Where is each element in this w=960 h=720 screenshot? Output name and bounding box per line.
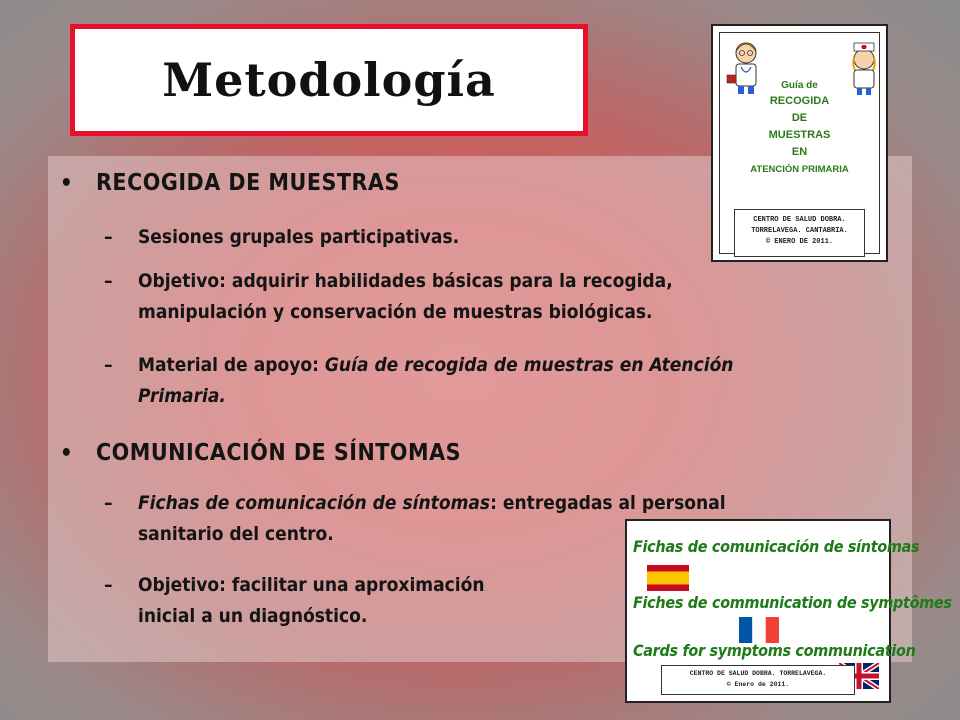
- sub-bullet-line: Objetivo: facilitar una aproximación: [138, 574, 485, 596]
- bullet-dot: •: [60, 170, 74, 196]
- guide-footer-line: CENTRO DE SALUD DOBRA.: [753, 216, 846, 224]
- slide-title: Metodología: [162, 53, 496, 107]
- cards-footer-box: [661, 665, 855, 695]
- bullet-comunicacion: [60, 440, 461, 466]
- sub-bullet-text: [138, 266, 673, 328]
- guide-title-line: DE: [791, 112, 808, 124]
- sub-bullet: [104, 222, 459, 253]
- spain-flag-icon: [647, 565, 689, 591]
- sub-bullet-line: sanitario del centro.: [138, 523, 334, 545]
- title-box: [70, 24, 588, 136]
- dash-marker: –: [104, 226, 113, 248]
- guide-footer-line: © ENERO DE 2011.: [765, 238, 834, 246]
- dash-marker: –: [104, 492, 113, 514]
- section-heading: COMUNICACIÓN DE SÍNTOMAS: [96, 440, 462, 466]
- cards-footer-line: CENTRO DE SALUD DOBRA. TORRELAVEGA.: [689, 670, 827, 677]
- sub-bullet-line: Objetivo: adquirir habilidades básicas para la recogida,: [138, 270, 673, 292]
- dash-marker: –: [104, 270, 113, 292]
- guide-cover-image: [711, 24, 888, 262]
- sub-bullet-text: Sesiones grupales participativas.: [138, 226, 460, 248]
- cards-title-es: Fichas de comunicación de síntomas: [633, 537, 920, 556]
- guide-reference-cont: Primaria.: [138, 385, 226, 407]
- bullet-dot: •: [60, 440, 74, 466]
- sub-bullet-line: inicial a un diagnóstico.: [138, 605, 368, 627]
- guide-title-line: MUESTRAS: [768, 129, 831, 141]
- sub-bullet-text: [138, 570, 485, 632]
- guide-cover-frame: [719, 32, 880, 254]
- cards-footer-line: © Enero de 2011.: [726, 681, 790, 688]
- sub-bullet: [104, 266, 673, 328]
- france-flag-icon: [739, 617, 779, 643]
- section-heading: RECOGIDA DE MUESTRAS: [96, 170, 400, 196]
- bullet-recogida: [60, 170, 400, 196]
- sub-bullet-line: : entregadas al personal: [490, 492, 726, 514]
- sub-bullet: [104, 570, 485, 632]
- symptoms-cards-frame: [633, 527, 952, 695]
- guide-footer-box: [734, 209, 865, 257]
- cards-title-fr: Fiches de communication de symptômes: [633, 593, 952, 612]
- cards-title-en: Cards for symptoms communication: [633, 641, 916, 660]
- guide-title-line: Guía de: [781, 80, 818, 91]
- guide-title-line: EN: [791, 146, 808, 158]
- sub-bullet-line: manipulación y conservación de muestras biológicas.: [138, 301, 653, 323]
- guide-footer-line: TORRELAVEGA. CANTABRIA.: [751, 227, 848, 235]
- sub-bullet-lead: Material de apoyo:: [138, 354, 325, 376]
- sub-bullet-text: [138, 350, 733, 412]
- dash-marker: –: [104, 354, 113, 376]
- symptoms-cards-image: [625, 519, 952, 703]
- sub-bullet: [104, 350, 733, 412]
- dash-marker: –: [104, 574, 113, 596]
- guide-title-line: RECOGIDA: [769, 95, 830, 107]
- guide-reference: Guía de recogida de muestras en Atención: [324, 354, 734, 376]
- cards-reference: Fichas de comunicación de síntomas: [138, 492, 491, 514]
- guide-title-line: ATENCIÓN PRIMARIA: [750, 164, 849, 175]
